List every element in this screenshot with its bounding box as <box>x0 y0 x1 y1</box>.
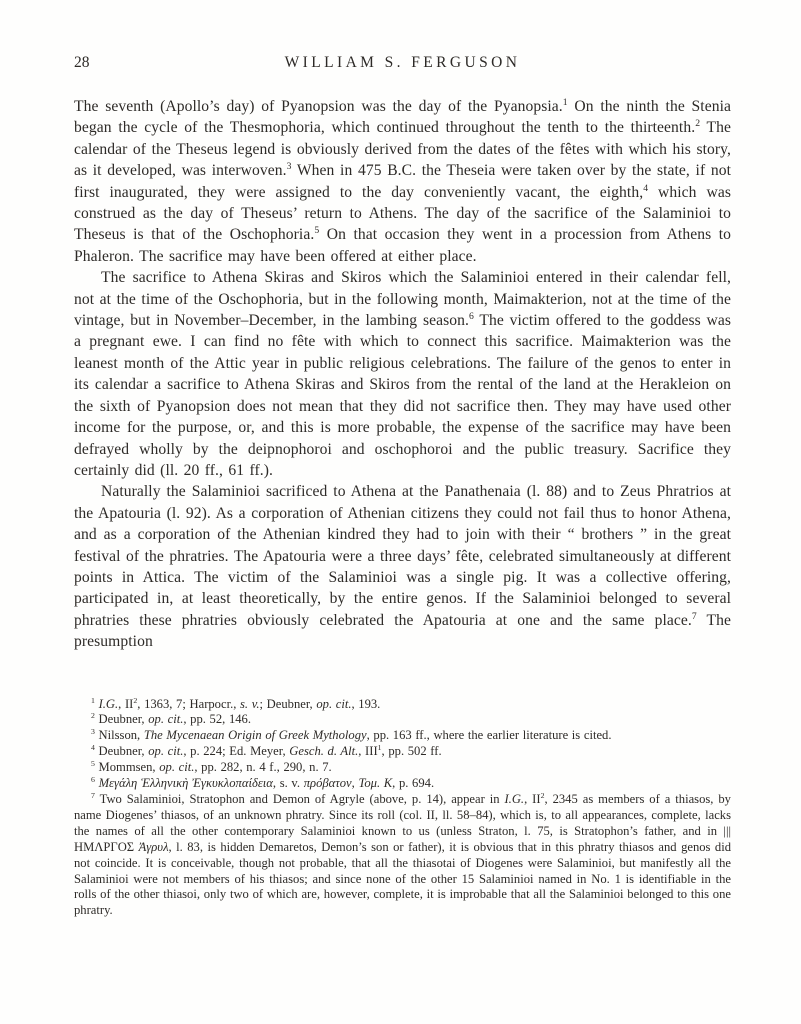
footnote: $^2$ Deubner, op. cit., pp. 52, 146. <box>91 711 251 727</box>
body-paragraph: The seventh (Apollo’s day) of Pyanopsion was the day of the Pyanopsia.$^1$ On the ninth the Stenia began the cycle of the Thesmophoria, which continued throughout the tenth to the thirteenth.$^2$ The calendar of the Theseus legend is obviously derived from the dates of the fêtes with which his story, as it developed, was interwoven.$^3$ When in 475 B.C. the Theseia were taken over by the state, if not first inaugurated, they were assigned to the day conveniently vacant, the eighth,$^4$ which was construed as the day of Theseus’ return to Athens. The day of the sacrifice of the Salaminioi to Theseus is that of the Oschophoria.$^5$ On that occasion they went in a procession from Athens to Phaleron. The sacrifice may have been offered at either place. <box>74 96 732 265</box>
body-paragraph: Naturally the Salaminioi sacrificed to Athena at the Panathenaia (l. 88) and to Zeus Phratrios at the Apatouria (l. 92). As a corporation of Athenian citizens they could not fail thus to honor Athena, and as a corporation of the Athenian kindred they had to join with their “ brothers ” in the great festival of the phratries. The Apatouria were a three days’ fête, celebrated simultaneously at different points in Attica. The victim of the Salaminioi was a single pig. It was a collective offering, participated in, at least theoretically, by the entire genos. If the Salaminioi belonged to several phratries these phratries obviously celebrated the Apatouria at one and the same place.$^7$ The presumption <box>74 483 731 651</box>
running-head: WILLIAM S. FERGUSON <box>284 54 521 71</box>
body-paragraph: The sacrifice to Athena Skiras and Skiros which the Salaminioi entered in their calendar fell, not at the time of the Oschophoria, but in the following month, Maimakterion, not at the time of the vintage, but in November–December, in the lambing season.$^6$ The victim offered to the goddess was a pregnant ewe. I can find no fête with which to connect this sacrifice. Maimakterion was the leanest month of the Attic year in public religious celebrations. The failure of the genos to enter in its calendar a sacrifice to Athena Skiras and Skiros from the rental of the land at the Herakleion on the sixth of Pyanopsion does not mean that they did not sacrifice then. They may have used other income for the purpose, or, and this is more probable, the expense of the sacrifice may have been defrayed wholly by the deipnophoroi and oschophoroi and the public treasury. Sacrifice they certainly did (ll. 20 ff., 61 ff.). <box>74 269 732 479</box>
page-body <box>74 96 731 653</box>
footnote: $^5$ Mommsen, op. cit., pp. 282, n. 4 f., 290, n. 7. <box>91 759 332 775</box>
footnote: $^3$ Nilsson, The Mycenaean Origin of Greek Mythology, pp. 163 ff., where the earlier literature is cited. <box>91 727 612 743</box>
page-number: 28 <box>74 54 90 71</box>
page-header <box>74 54 731 76</box>
footnotes-section <box>74 697 731 920</box>
footnote: $^6$ Μεγάλη Ἑλληνικὴ Ἐγκυκλοπαίδεια, s. v. πρόβατον, Τομ. Κ, p. 694. <box>91 774 435 791</box>
footnote: $^4$ Deubner, op. cit., p. 224; Ed. Meyer, Gesch. d. Alt., III$^1$, pp. 502 ff. <box>91 743 442 759</box>
footnote: $^1$ I.G., $II^2$, 1363, 7; Harpocr., s. v.; Deubner, op. cit., 193. <box>91 695 381 711</box>
footnote: $^7$ Two Salaminioi, Stratophon and Demon of Agryle (above, p. 14), appear in I.G., $II^2$, 2345 as members of a thiasos, by name Diogenes’ thiasos, of an unknown phratry. Since its roll (col. II, ll. 58–84), which is, to all appearances, complete, lacks the names of all the other contemporary Salaminioi known to us (unless Straton, l. 75, is Stratophon’s father, and in |||ΗΜΛΡΓΟΣ Ἀγρυλ, l. 83, is hidden Demaretos, Demon’s son or father), it is obvious that in this phratry thiasos and genos did not coincide. It is conceivable, though not probable, that all the thiasotai of Diogenes were Salaminioi, but manifestly all the Salaminioi were not members of his thiasos; and since none of the other 15 Salaminioi named in No. 1 is identifiable in the rolls of the other thiasoi, only two of which are, however, complete, it is improbable that all the Salaminioi belonged to this one phratry. <box>74 790 731 918</box>
